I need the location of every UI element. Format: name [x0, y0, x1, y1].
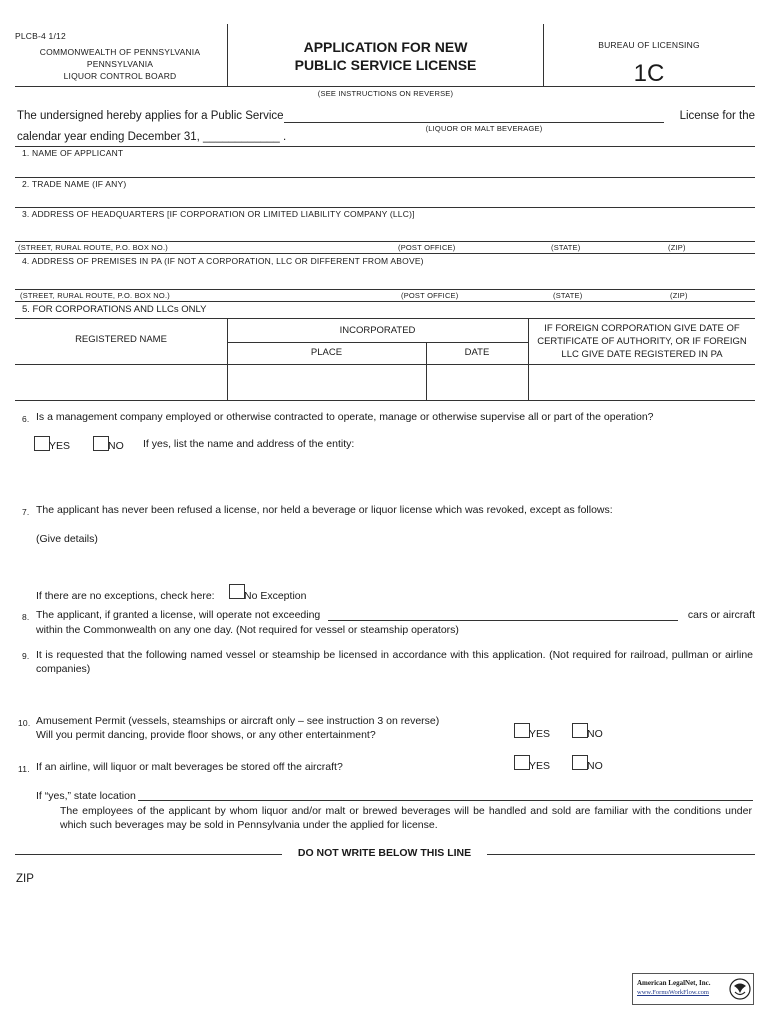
employee-statement: The employees of the applicant by whom liquor and/or malt or brewed beverages will be handled and sold are familiar with the conditions under which such beverages may be sold in Pennsylvania under the applied for license.: [60, 805, 752, 831]
q7-exception-prompt: If there are no exceptions, check here:: [36, 590, 215, 602]
q6-followup: If yes, list the name and address of the entity:: [143, 438, 355, 450]
no-exception-label: No Exception: [244, 590, 307, 602]
addr-state-label: (STATE): [553, 291, 583, 300]
beverage-label: (LIQUOR OR MALT BEVERAGE): [425, 124, 543, 133]
q6-text: Is a management company employed or otherwise contracted to operate, manage or otherwise supervise all or part of the operation?: [36, 411, 654, 423]
intro-line2: calendar year ending December 31, ____________ .: [17, 131, 287, 143]
q10-yes-checkbox[interactable]: [514, 723, 530, 738]
q6-number: 6.: [22, 414, 30, 424]
addr-street-label: (STREET, RURAL ROUTE, P.O. BOX NO.): [18, 243, 168, 252]
q10-no-checkbox[interactable]: [572, 723, 588, 738]
addr-post-office-label: (POST OFFICE): [398, 243, 456, 252]
form-id: PLCB-4 1/12: [15, 31, 66, 41]
publisher-logo-icon: [729, 978, 751, 1000]
foreign-date-field[interactable]: [529, 365, 754, 399]
page-title: APPLICATION FOR NEW PUBLIC SERVICE LICENSE: [294, 39, 477, 73]
trade-name-field[interactable]: [15, 207, 755, 208]
publisher-name: American LegalNet, Inc.: [637, 979, 711, 987]
headquarters-address-label: 3. ADDRESS OF HEADQUARTERS [IF CORPORATION OR LIMITED LIABILITY COMPANY (LLC)]: [22, 209, 415, 219]
instructions-note: (SEE INSTRUCTIONS ON REVERSE): [317, 89, 454, 98]
q6-yes-label: YES: [49, 440, 71, 452]
q11-number: 11.: [18, 764, 30, 774]
q10-yes-label: YES: [529, 728, 551, 740]
corporations-section-label: 5. FOR CORPORATIONS AND LLCs ONLY: [22, 304, 207, 315]
bureau-label: BUREAU OF LICENSING: [598, 40, 700, 50]
q11-no-label: NO: [587, 760, 603, 772]
agency-line: COMMONWEALTH OF PENNSYLVANIA: [39, 47, 201, 57]
q8-line2: within the Commonwealth on any one day. (Not required for vessel or steamship operators): [36, 624, 459, 636]
place-header: PLACE: [310, 347, 343, 358]
intro-line1-start: The undersigned hereby applies for a Public Service: [17, 110, 284, 122]
q10-number: 10.: [18, 718, 31, 728]
q11-text: If an airline, will liquor or malt beverages be stored off the aircraft?: [36, 761, 343, 773]
zip-label: ZIP: [16, 873, 34, 885]
foreign-header: IF FOREIGN CORPORATION GIVE DATE OF CERTIFICATE OF AUTHORITY, OR IF FOREIGN LLC GIVE DATE REGISTERED IN PA: [537, 323, 747, 360]
name-of-applicant-field[interactable]: [15, 177, 755, 178]
q11-yes-label: YES: [529, 760, 551, 772]
addr-zip-label: (ZIP): [668, 243, 686, 252]
q7-text: The applicant has never been refused a license, nor held a beverage or liquor license which was revoked, except as follows:: [36, 504, 613, 516]
cars-count-field[interactable]: [328, 620, 678, 621]
headquarters-address-field[interactable]: [15, 241, 755, 242]
q6-yes-checkbox[interactable]: [34, 436, 50, 451]
premises-address-label: 4. ADDRESS OF PREMISES IN PA (IF NOT A CORPORATION, LLC OR DIFFERENT FROM ABOVE): [22, 256, 424, 266]
storage-location-field[interactable]: [138, 800, 753, 801]
q8-text-end: cars or aircraft: [687, 609, 755, 621]
registered-name-field[interactable]: [16, 365, 226, 399]
addr-post-office-label: (POST OFFICE): [401, 291, 459, 300]
name-of-applicant-label: 1. NAME OF APPLICANT: [22, 148, 124, 158]
date-field[interactable]: [427, 365, 527, 399]
incorporated-header: INCORPORATED: [339, 325, 416, 336]
q9-number: 9.: [22, 651, 30, 661]
q10-line1: Amusement Permit (vessels, steamships or aircraft only – see instruction 3 on reverse): [36, 715, 440, 727]
addr-state-label: (STATE): [551, 243, 581, 252]
q9-text: It is requested that the following named vessel or steamship be licensed in accordance with this application. (Not required for railroad, pullman or airline companies): [36, 649, 753, 675]
q6-no-checkbox[interactable]: [93, 436, 109, 451]
registered-name-header: REGISTERED NAME: [75, 334, 167, 345]
agency-line: LIQUOR CONTROL BOARD: [63, 71, 177, 81]
addr-street-label: (STREET, RURAL ROUTE, P.O. BOX NO.): [20, 291, 170, 300]
date-header: DATE: [464, 347, 490, 358]
q8-text-start: The applicant, if granted a license, will operate not exceeding: [36, 609, 321, 621]
agency-block: [30, 46, 210, 82]
place-field[interactable]: [228, 365, 425, 399]
form-code: 1C: [633, 60, 665, 87]
q10-line2: Will you permit dancing, provide floor shows, or any other entertainment?: [36, 729, 376, 741]
do-not-write-divider: DO NOT WRITE BELOW THIS LINE: [297, 847, 472, 859]
q11-yes-checkbox[interactable]: [514, 755, 530, 770]
q6-no-label: NO: [108, 440, 124, 452]
q7-number: 7.: [22, 507, 30, 517]
intro-line1-end: License for the: [679, 110, 755, 122]
no-exception-checkbox[interactable]: [229, 584, 245, 599]
q7-details-label: (Give details): [36, 533, 98, 545]
premises-address-field[interactable]: [15, 289, 755, 290]
trade-name-label: 2. TRADE NAME (IF ANY): [22, 179, 127, 189]
beverage-type-field[interactable]: [284, 122, 664, 123]
publisher-website[interactable]: www.FormsWorkFlow.com: [637, 989, 709, 996]
q8-number: 8.: [22, 612, 30, 622]
publisher-logo-box: [632, 973, 754, 1005]
agency-line: PENNSYLVANIA: [86, 59, 154, 69]
q11-followup: If “yes,” state location: [36, 790, 136, 802]
q10-no-label: NO: [587, 728, 603, 740]
addr-zip-label: (ZIP): [670, 291, 688, 300]
q11-no-checkbox[interactable]: [572, 755, 588, 770]
